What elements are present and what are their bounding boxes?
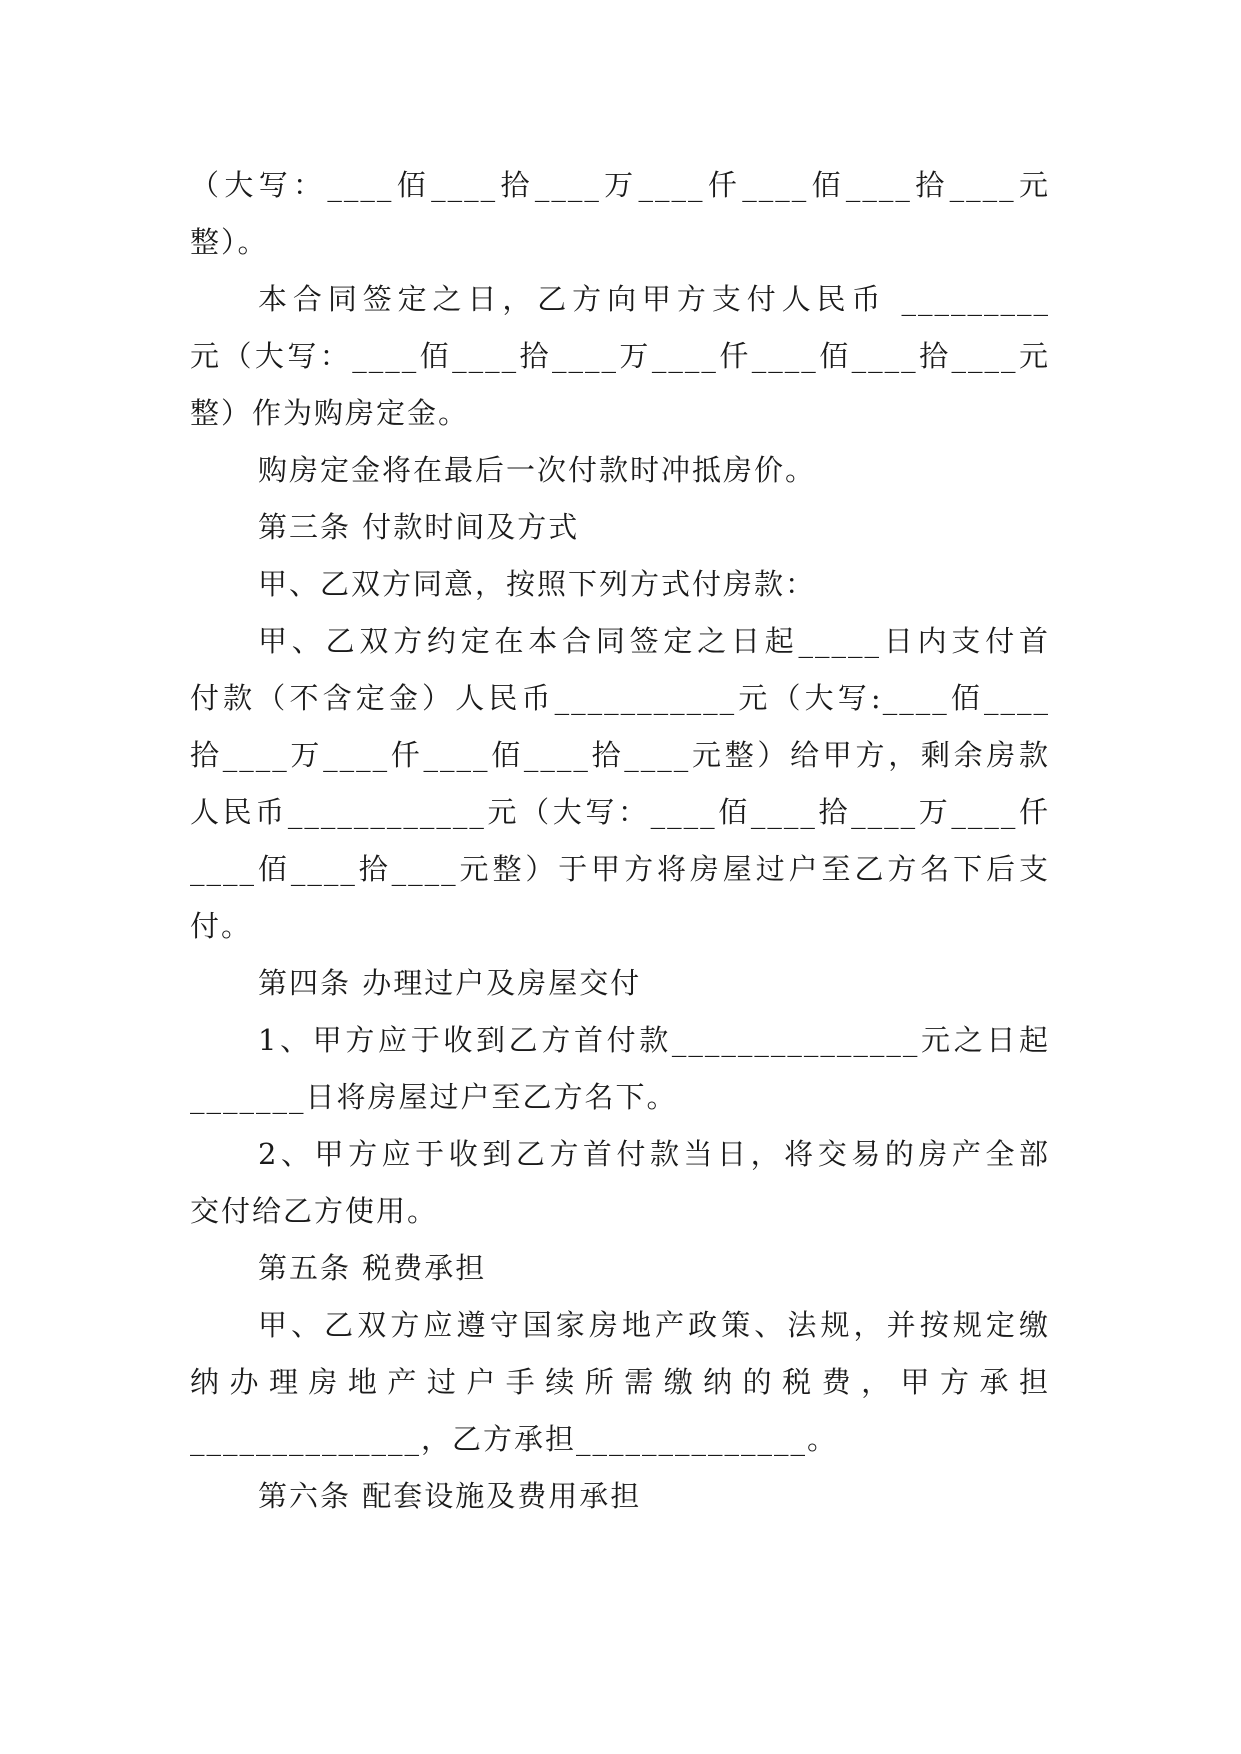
- text-line: ______________，乙方承担______________。: [190, 1422, 839, 1456]
- text-line: 交付给乙方使用。: [190, 1194, 439, 1228]
- text-line: 付款（不含定金）人民币___________元（大写:____佰____: [190, 681, 1050, 715]
- text-line: 甲、乙双方应遵守国家房地产政策、法规，并按规定缴: [258, 1308, 1050, 1342]
- text-line: 甲、乙双方约定在本合同签定之日起_____日内支付首: [258, 624, 1050, 658]
- text-line: 人民币____________元（大写：____佰____拾____万____仟: [190, 795, 1050, 829]
- text-line: 元（大写：____佰____拾____万____仟____佰____拾____元: [190, 339, 1050, 373]
- section-heading: 第四条 办理过户及房屋交付: [258, 966, 642, 1000]
- text-line: 本合同签定之日，乙方向甲方支付人民币 _________: [258, 282, 1050, 316]
- section-heading: 第六条 配套设施及费用承担: [258, 1479, 642, 1513]
- text-line: ____佰____拾____元整）于甲方将房屋过户至乙方名下后支: [190, 852, 1050, 886]
- text-line: 购房定金将在最后一次付款时冲抵房价。: [258, 453, 817, 487]
- text-line: 整）。: [190, 225, 269, 259]
- text-line: 付。: [190, 909, 253, 943]
- text-line: 纳办理房地产过户手续所需缴纳的税费，甲方承担: [190, 1365, 1050, 1399]
- text-line: 1、甲方应于收到乙方首付款_______________元之日起: [258, 1023, 1050, 1057]
- text-line: 拾____万____仟____佰____拾____元整）给甲方，剩余房款: [190, 738, 1050, 772]
- section-heading: 第三条 付款时间及方式: [258, 510, 580, 544]
- text-line: 甲、乙双方同意，按照下列方式付房款：: [258, 567, 817, 601]
- section-heading: 第五条 税费承担: [258, 1251, 487, 1285]
- text-line: （大写：____佰____拾____万____仟____佰____拾____元: [190, 168, 1050, 202]
- text-line: 2、甲方应于收到乙方首付款当日，将交易的房产全部: [258, 1137, 1050, 1171]
- text-line: 整）作为购房定金。: [190, 396, 470, 430]
- text-line: _______日将房屋过户至乙方名下。: [190, 1080, 678, 1114]
